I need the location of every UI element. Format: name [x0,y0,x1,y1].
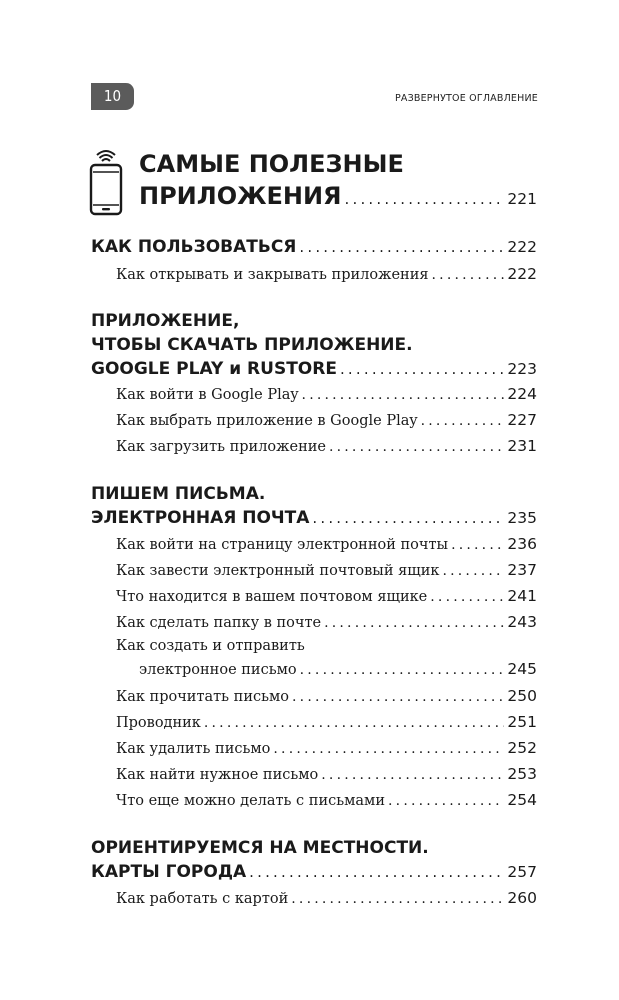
leader-dots [204,715,505,731]
leader-dots [299,238,504,256]
toc-item[interactable] [116,687,537,705]
section-entry[interactable] [91,508,537,528]
toc-item-text: Как удалить письмо [116,741,271,757]
toc-item-page: 245 [507,660,537,678]
toc-item[interactable] [116,385,537,403]
toc-item[interactable] [116,791,537,809]
section-title: ПРИЛОЖЕНИЕ, [91,311,240,331]
toc-item-page: 260 [507,889,537,907]
toc-item-page: 231 [507,437,537,455]
leader-dots [249,863,504,881]
toc-item-text: Проводник [116,715,201,731]
leader-dots [345,190,505,208]
chapter-page: 221 [507,190,537,208]
leader-dots [291,891,504,907]
toc-item-text: Как прочитать письмо [116,689,290,705]
section-entry[interactable] [91,359,537,379]
toc-item-page: 250 [507,687,537,705]
section-entry[interactable] [91,862,537,882]
leader-dots [273,741,504,757]
leader-dots [388,793,504,809]
leader-dots [292,689,504,705]
section-page: 222 [507,238,537,256]
chapter-title-line1: САМЫЕ ПОЛЕЗНЫЕ [139,150,404,178]
chapter-title-line2: ПРИЛОЖЕНИЯ [139,182,342,210]
leader-dots [451,537,504,553]
toc-item[interactable] [116,713,537,731]
section-page: 223 [507,360,537,378]
chapter-title-entry[interactable] [139,182,537,210]
leader-dots [340,360,504,378]
leader-dots [300,662,505,678]
toc-item[interactable] [116,587,537,605]
section-title: ПИШЕМ ПИСЬМА. [91,484,266,504]
section-entry[interactable] [91,237,537,257]
page-number-badge: 10 [91,83,134,110]
section-title: ЧТОБЫ СКАЧАТЬ ПРИЛОЖЕНИЕ. [91,335,413,355]
toc-item[interactable] [116,265,537,283]
toc-item-page: 252 [507,739,537,757]
toc-item-text: Как открывать и закрывать приложения [116,267,429,283]
toc-item-page: 251 [507,713,537,731]
smartphone-wifi-icon [88,146,124,216]
toc-item[interactable] [116,765,537,783]
toc-item[interactable] [116,613,537,631]
leader-dots [442,563,504,579]
toc-item[interactable] [116,535,537,553]
leader-dots [321,767,504,783]
section-title: КАРТЫ ГОРОДА [91,862,247,882]
toc-item[interactable] [116,889,537,907]
toc-item-text: Как войти в Google Play [116,387,299,403]
toc-item-text: Как выбрать приложение в Google Play [116,413,418,429]
toc-item-text: Как войти на страницу электронной почты [116,537,449,553]
toc-item-text: электронное письмо [139,662,297,678]
section-title: КАК ПОЛЬЗОВАТЬСЯ [91,237,297,257]
toc-item[interactable] [116,411,537,429]
toc-item-page: 253 [507,765,537,783]
toc-item-page: 243 [507,613,537,631]
toc-item-page: 222 [507,265,537,283]
toc-item-page: 224 [507,385,537,403]
toc-item-text: Как работать с картой [116,891,289,907]
toc-item-text: Как загрузить приложение [116,439,326,455]
leader-dots [430,589,504,605]
toc-item-page: 236 [507,535,537,553]
toc-item-text: Как создать и отправить [116,638,305,654]
toc-item[interactable] [139,660,537,678]
toc-item-page: 241 [507,587,537,605]
toc-item[interactable] [116,437,537,455]
leader-dots [324,615,504,631]
section-title: ЭЛЕКТРОННАЯ ПОЧТА [91,508,310,528]
toc-item-page: 254 [507,791,537,809]
toc-item-text: Как сделать папку в почте [116,615,322,631]
leader-dots [421,413,505,429]
running-title: РАЗВЕРНУТОЕ ОГЛАВЛЕНИЕ [394,93,538,104]
section-title: ОРИЕНТИРУЕМСЯ НА МЕСТНОСТИ. [91,838,429,858]
leader-dots [302,387,505,403]
toc-item-page: 227 [507,411,537,429]
section-page: 235 [507,509,537,527]
toc-item-text: Как завести электронный почтовый ящик [116,563,440,579]
leader-dots [329,439,504,455]
toc-item[interactable] [116,561,537,579]
leader-dots [432,267,505,283]
toc-item-page: 237 [507,561,537,579]
section-page: 257 [507,863,537,881]
toc-item[interactable] [116,739,537,757]
toc-item-text: Что находится в вашем почтовом ящике [116,589,428,605]
section-title: GOOGLE PLAY и RUSTORE [91,359,337,379]
toc-item-text: Как найти нужное письмо [116,767,319,783]
toc-item-text: Что еще можно делать с письмами [116,793,386,809]
leader-dots [312,509,504,527]
